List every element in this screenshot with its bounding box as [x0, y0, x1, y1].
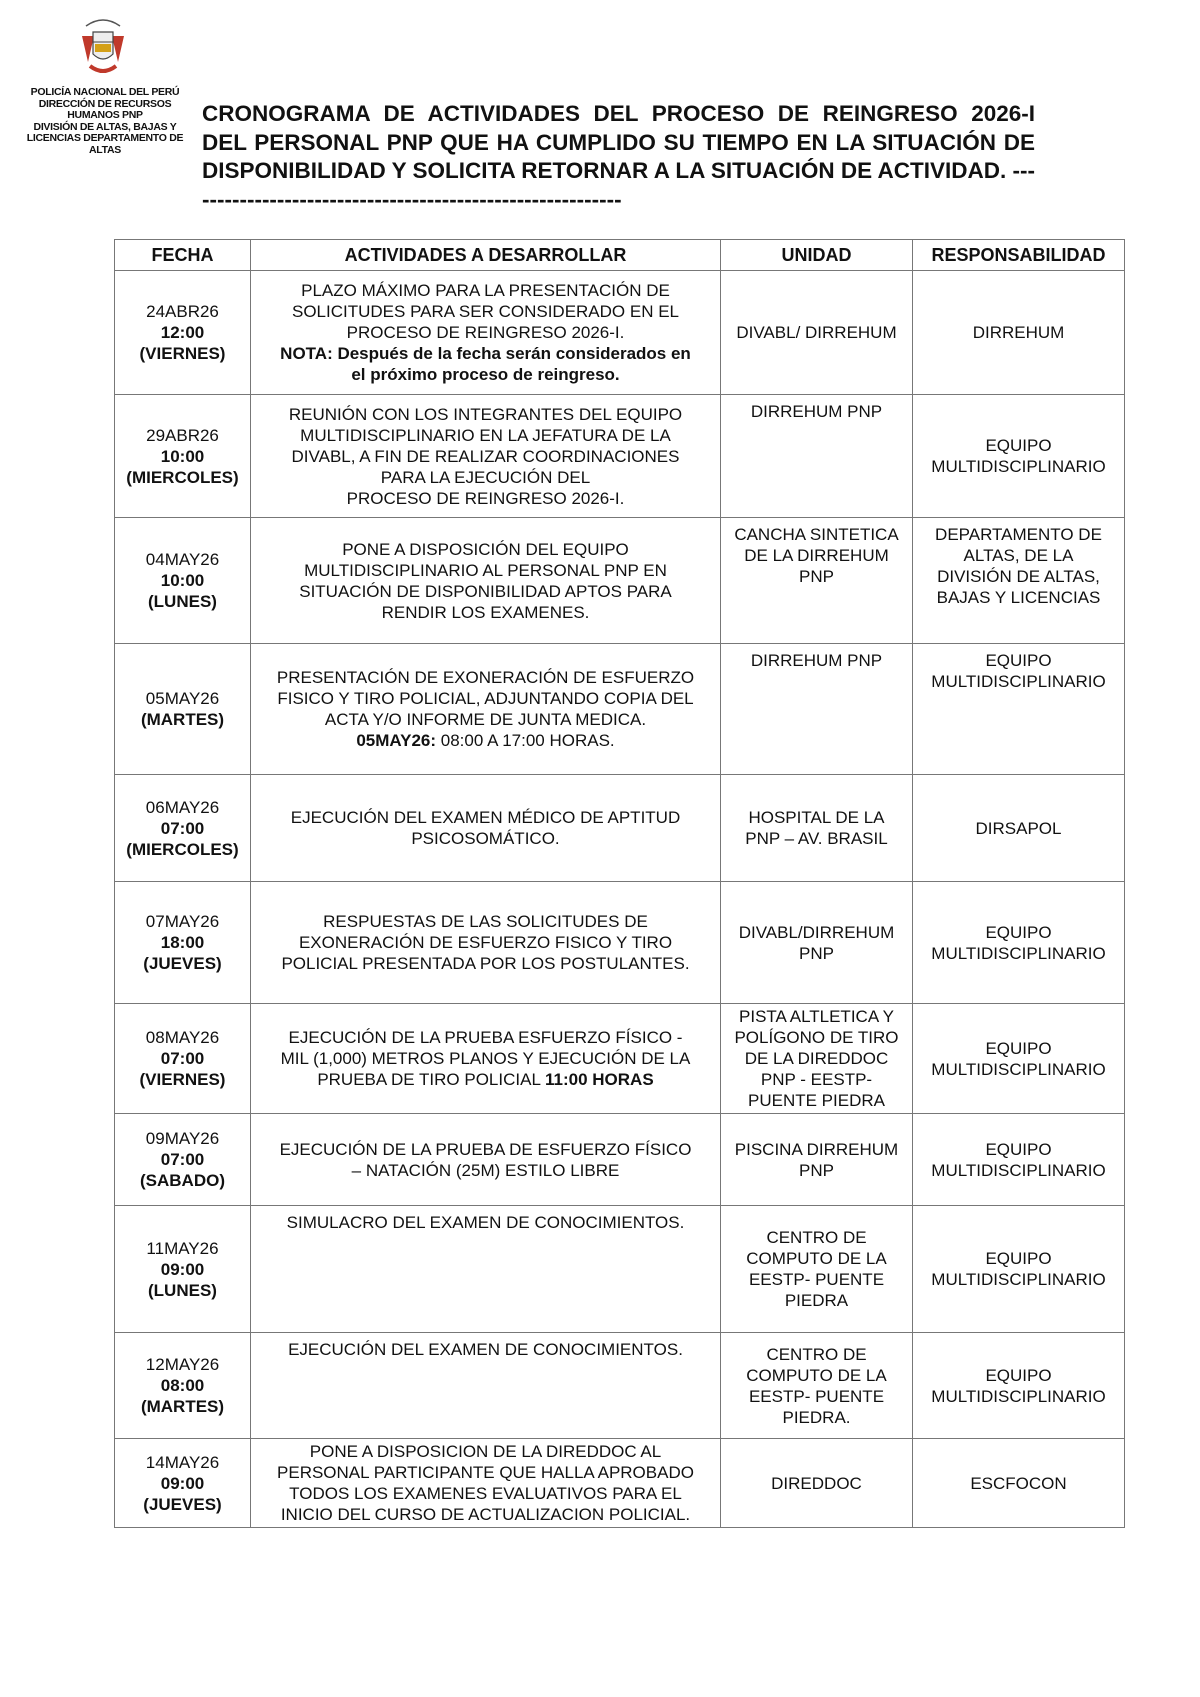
fecha-cell: [115, 271, 251, 395]
fecha-line: 12MAY26: [145, 1355, 220, 1374]
org-line: HUMANOS PNP: [67, 109, 143, 121]
fecha-line: 07MAY26: [145, 912, 220, 931]
actividad-line: [255, 953, 716, 974]
unidad-cell: [721, 882, 913, 1004]
fecha-cell: [115, 1333, 251, 1439]
text-segment: PRUEBA DE TIRO POLICIAL: [317, 1070, 545, 1089]
text-segment: NOTA: Después de la fecha serán considerados en: [280, 344, 691, 363]
text-segment: el próximo proceso de reingreso.: [351, 365, 620, 384]
text-segment: REUNIÓN CON LOS INTEGRANTES DEL EQUIPO: [288, 404, 683, 424]
column-header-actividades: ACTIVIDADES A DESARROLLAR: [251, 240, 721, 271]
unidad-line: DE LA DIRREHUM: [744, 546, 889, 565]
fecha-line: (JUEVES): [143, 1494, 222, 1514]
fecha-line: 10:00: [160, 571, 205, 590]
table-row: [115, 1439, 1125, 1528]
responsabilidad-line: DIRREHUM: [972, 323, 1065, 342]
responsabilidad-line: EQUIPO: [985, 1139, 1052, 1159]
fecha-line: 06MAY26: [145, 797, 220, 817]
responsabilidad-line: DIVISIÓN DE ALTAS,: [937, 567, 1100, 586]
fecha-cell: [115, 395, 251, 518]
fecha-line: (LUNES): [148, 1280, 217, 1300]
actividad-cell: [251, 518, 721, 644]
actividad-line: [255, 1504, 716, 1525]
text-segment: 08:00 A 17:00 HORAS.: [436, 731, 615, 750]
actividad-line: [255, 1069, 716, 1090]
actividad-line: [255, 1160, 716, 1181]
actividad-line: [255, 602, 716, 623]
fecha-line: 09:00: [160, 1259, 205, 1279]
text-segment: SITUACIÓN DE DISPONIBILIDAD APTOS PARA: [299, 581, 672, 601]
table-row: [115, 775, 1125, 882]
responsabilidad-line: EQUIPO: [985, 1249, 1052, 1268]
fecha-line: 05MAY26: [145, 689, 220, 708]
peru-coat-of-arms-emblem: [78, 14, 128, 78]
text-segment: RENDIR LOS EXAMENES.: [381, 602, 590, 622]
unidad-line: HOSPITAL DE LA: [748, 808, 885, 827]
actividad-line: [255, 709, 716, 730]
actividad-cell: [251, 1333, 721, 1439]
text-segment: PROCESO DE REINGRESO 2026-I.: [346, 488, 625, 508]
unidad-line: PNP: [799, 1160, 834, 1180]
fecha-line: (MARTES): [140, 710, 225, 729]
fecha-line: 12:00: [160, 323, 205, 342]
unidad-line: PIEDRA: [784, 1291, 849, 1310]
schedule-table: [114, 239, 1125, 1528]
text-segment: PARA LA EJECUCIÓN DEL: [380, 467, 591, 487]
institution-name: [20, 87, 190, 156]
responsabilidad-line: MULTIDISCIPLINARIO: [931, 1270, 1106, 1289]
fecha-line: (JUEVES): [143, 954, 222, 973]
text-segment: INICIO DEL CURSO DE ACTUALIZACION POLICIAL.: [280, 1505, 691, 1524]
fecha-line: (LUNES): [148, 592, 217, 611]
responsabilidad-line: MULTIDISCIPLINARIO: [931, 672, 1106, 691]
text-segment: EJECUCIÓN DEL EXAMEN DE CONOCIMIENTOS.: [288, 1340, 683, 1359]
text-segment: PSICOSOMÁTICO.: [411, 829, 560, 848]
actividad-cell: [251, 1004, 721, 1114]
responsabilidad-cell: [913, 518, 1125, 644]
text-segment: RESPUESTAS DE LAS SOLICITUDES DE: [323, 912, 648, 931]
text-segment: DIVABL, A FIN DE REALIZAR COORDINACIONES: [291, 446, 680, 466]
actividad-line: [255, 425, 716, 446]
fecha-cell: [115, 1114, 251, 1206]
fecha-line: 18:00: [160, 933, 205, 952]
responsabilidad-cell: [913, 271, 1125, 395]
actividad-line: [255, 1483, 716, 1504]
actividad-line: [255, 1139, 716, 1160]
unidad-cell: [721, 395, 913, 518]
table-row: [115, 271, 1125, 395]
org-line: DIVISIÓN DE ALTAS, BAJAS Y: [33, 120, 177, 133]
fecha-cell: [115, 644, 251, 775]
fecha-line: 11MAY26: [146, 1238, 219, 1258]
responsabilidad-line: MULTIDISCIPLINARIO: [931, 943, 1106, 963]
fecha-line: 09:00: [160, 1473, 205, 1493]
text-segment: FISICO Y TIRO POLICIAL, ADJUNTANDO COPIA DEL: [277, 689, 694, 708]
unidad-line: DE LA DIREDDOC: [744, 1049, 889, 1068]
unidad-cell: [721, 518, 913, 644]
responsabilidad-line: EQUIPO: [985, 1365, 1052, 1385]
responsabilidad-line: EQUIPO: [985, 436, 1052, 455]
table-row: [115, 1206, 1125, 1333]
unidad-cell: [721, 1439, 913, 1528]
column-header-unidad: UNIDAD: [721, 240, 913, 271]
actividad-line: [255, 730, 716, 751]
text-segment: EXONERACIÓN DE ESFUERZO FISICO Y TIRO: [298, 933, 673, 952]
unidad-cell: [721, 1004, 913, 1114]
actividad-line: [255, 364, 716, 385]
fecha-line: 08MAY26: [145, 1028, 220, 1047]
actividad-line: [255, 343, 716, 364]
actividad-cell: [251, 271, 721, 395]
actividad-line: [255, 467, 716, 488]
unidad-line: CANCHA SINTETICA: [734, 525, 899, 544]
actividad-line: [255, 446, 716, 467]
responsabilidad-line: BAJAS Y LICENCIAS: [936, 588, 1101, 607]
responsabilidad-line: MULTIDISCIPLINARIO: [931, 457, 1106, 476]
fecha-cell: [115, 1206, 251, 1333]
responsabilidad-line: EQUIPO: [985, 922, 1052, 942]
fecha-line: 09MAY26: [145, 1129, 220, 1148]
responsabilidad-line: ALTAS, DE LA: [963, 546, 1074, 565]
fecha-cell: [115, 518, 251, 644]
actividad-line: [255, 688, 716, 709]
responsabilidad-line: ESCFOCON: [970, 1473, 1067, 1493]
org-line: DIRECCIÓN DE RECURSOS: [38, 97, 172, 110]
fecha-line: (VIERNES): [139, 344, 226, 363]
column-header-responsabilidad: RESPONSABILIDAD: [913, 240, 1125, 271]
actividad-line: [255, 1212, 716, 1233]
text-segment: EJECUCIÓN DE LA PRUEBA DE ESFUERZO FÍSICO: [279, 1139, 692, 1159]
fecha-line: (VIERNES): [139, 1070, 226, 1089]
actividad-line: [255, 488, 716, 509]
fecha-cell: [115, 882, 251, 1004]
text-segment: EJECUCIÓN DE LA PRUEBA ESFUERZO FÍSICO -: [288, 1028, 683, 1047]
unidad-line: DIREDDOC: [771, 1473, 862, 1493]
table-row: [115, 644, 1125, 775]
actividad-line: [255, 932, 716, 953]
unidad-line: PISTA ALTLETICA Y: [739, 1007, 894, 1026]
text-segment: SIMULACRO DEL EXAMEN DE CONOCIMIENTOS.: [286, 1213, 685, 1232]
document-title: CRONOGRAMA DE ACTIVIDADES DEL PROCESO DE REINGRESO 2026-I DEL PERSONAL PNP QUE HA CUMPLIDO SU TIEMPO EN LA SITUACIÓN DE DISPONIBILIDAD Y SOLICITA RETORNAR A LA SITUACIÓN DE ACTIVIDAD. -----------------------------------------------------------: [202, 101, 1035, 212]
responsabilidad-cell: [913, 644, 1125, 775]
table-row: [115, 882, 1125, 1004]
fecha-line: 04MAY26: [145, 550, 220, 569]
actividad-line: [255, 828, 716, 849]
responsabilidad-line: DEPARTAMENTO DE: [935, 525, 1102, 544]
actividad-line: [255, 807, 716, 828]
fecha-line: 07:00: [160, 818, 205, 838]
fecha-line: 24ABR26: [146, 302, 219, 321]
responsabilidad-cell: [913, 395, 1125, 518]
fecha-cell: [115, 1439, 251, 1528]
fecha-line: 10:00: [160, 446, 205, 466]
actividad-line: [255, 404, 716, 425]
fecha-line: (SABADO): [140, 1171, 225, 1190]
fecha-line: (MARTES): [140, 1397, 225, 1416]
actividad-cell: [251, 1206, 721, 1333]
fecha-line: (MIERCOLES): [126, 467, 239, 487]
actividad-cell: [251, 1439, 721, 1528]
text-segment: TODOS LOS EXAMENES EVALUATIVOS PARA EL: [289, 1484, 682, 1503]
unidad-cell: [721, 1114, 913, 1206]
responsabilidad-cell: [913, 775, 1125, 882]
responsabilidad-line: MULTIDISCIPLINARIO: [931, 1386, 1106, 1406]
unidad-line: EESTP- PUENTE: [748, 1386, 885, 1406]
unidad-line: DIRREHUM PNP: [750, 402, 883, 421]
unidad-line: PNP: [799, 943, 834, 963]
text-segment: 11:00 HORAS: [545, 1070, 654, 1089]
responsabilidad-line: EQUIPO: [985, 651, 1052, 670]
fecha-line: 08:00: [160, 1376, 205, 1395]
unidad-line: CENTRO DE: [766, 1344, 867, 1364]
actividad-cell: [251, 775, 721, 882]
fecha-line: 07:00: [160, 1049, 205, 1068]
responsabilidad-line: EQUIPO: [985, 1038, 1052, 1058]
text-segment: PERSONAL PARTICIPANTE QUE HALLA APROBADO: [277, 1463, 694, 1482]
unidad-cell: [721, 775, 913, 882]
responsabilidad-cell: [913, 882, 1125, 1004]
fecha-line: (MIERCOLES): [126, 839, 239, 859]
actividad-line: [255, 1462, 716, 1483]
table-row: [115, 518, 1125, 644]
actividad-cell: [251, 395, 721, 518]
unidad-line: PNP – AV. BRASIL: [745, 829, 888, 848]
actividad-cell: [251, 644, 721, 775]
text-segment: – NATACIÓN (25M) ESTILO LIBRE: [351, 1160, 620, 1180]
actividad-cell: [251, 1114, 721, 1206]
unidad-line: COMPUTO DE LA: [746, 1365, 887, 1385]
unidad-line: CENTRO DE: [766, 1228, 867, 1247]
actividad-line: [255, 1027, 716, 1048]
responsabilidad-cell: [913, 1439, 1125, 1528]
actividad-line: [255, 301, 716, 322]
actividad-cell: [251, 882, 721, 1004]
unidad-cell: [721, 271, 913, 395]
responsabilidad-cell: [913, 1333, 1125, 1439]
unidad-cell: [721, 1206, 913, 1333]
actividad-line: [255, 280, 716, 301]
text-segment: POLICIAL PRESENTADA POR LOS POSTULANTES.: [281, 954, 690, 973]
text-segment: SOLICITUDES PARA SER CONSIDERADO EN EL: [292, 302, 679, 321]
text-segment: PONE A DISPOSICION DE LA DIREDDOC AL: [309, 1442, 662, 1461]
unidad-line: PNP: [799, 567, 834, 586]
text-segment: PRESENTACIÓN DE EXONERACIÓN DE ESFUERZO: [276, 668, 695, 687]
org-line: POLICÍA NACIONAL DEL PERÚ: [30, 86, 180, 98]
table-header-row: [115, 240, 1125, 271]
text-segment: PLAZO MÁXIMO PARA LA PRESENTACIÓN DE: [301, 281, 670, 300]
table-row: [115, 1004, 1125, 1114]
fecha-cell: [115, 775, 251, 882]
text-segment: EJECUCIÓN DEL EXAMEN MÉDICO DE APTITUD: [290, 808, 681, 827]
text-segment: ACTA Y/O INFORME DE JUNTA MEDICA.: [324, 710, 647, 729]
column-header-fecha: FECHA: [115, 240, 251, 271]
actividad-line: [255, 1339, 716, 1360]
actividad-line: [255, 1441, 716, 1462]
org-line: ALTAS: [89, 143, 121, 156]
responsabilidad-line: MULTIDISCIPLINARIO: [931, 1160, 1106, 1180]
text-segment: MULTIDISCIPLINARIO AL PERSONAL PNP EN: [304, 560, 667, 580]
unidad-line: PNP - EESTP-: [760, 1070, 873, 1089]
unidad-line: PUENTE PIEDRA: [748, 1091, 885, 1110]
unidad-line: COMPUTO DE LA: [746, 1249, 887, 1268]
actividad-line: [255, 667, 716, 688]
unidad-line: DIRREHUM PNP: [750, 651, 883, 670]
table-row: [115, 1114, 1125, 1206]
responsabilidad-cell: [913, 1114, 1125, 1206]
fecha-line: 14MAY26: [145, 1452, 220, 1472]
table-row: [115, 1333, 1125, 1439]
org-line: LICENCIAS DEPARTAMENTO DE: [26, 132, 184, 144]
actividad-line: [255, 1048, 716, 1069]
responsabilidad-line: MULTIDISCIPLINARIO: [931, 1059, 1106, 1079]
actividad-line: [255, 560, 716, 581]
responsabilidad-line: DIRSAPOL: [975, 818, 1062, 838]
responsabilidad-cell: [913, 1206, 1125, 1333]
text-segment: MIL (1,000) METROS PLANOS Y EJECUCIÓN DE LA: [280, 1049, 691, 1068]
text-segment: 05MAY26:: [356, 731, 437, 750]
actividad-line: [255, 322, 716, 343]
unidad-line: PIEDRA.: [782, 1407, 851, 1427]
fecha-line: 07:00: [160, 1150, 205, 1169]
actividad-line: [255, 539, 716, 560]
unidad-line: DIVABL/ DIRREHUM: [736, 323, 897, 342]
fecha-line: 29ABR26: [146, 425, 219, 445]
table-row: [115, 395, 1125, 518]
responsabilidad-cell: [913, 1004, 1125, 1114]
text-segment: PROCESO DE REINGRESO 2026-I.: [346, 323, 625, 342]
unidad-cell: [721, 1333, 913, 1439]
fecha-cell: [115, 1004, 251, 1114]
unidad-cell: [721, 644, 913, 775]
text-segment: PONE A DISPOSICIÓN DEL EQUIPO: [342, 539, 629, 559]
text-segment: MULTIDISCIPLINARIO EN LA JEFATURA DE LA: [300, 425, 671, 445]
unidad-line: PISCINA DIRREHUM: [734, 1139, 899, 1159]
actividad-line: [255, 581, 716, 602]
unidad-line: DIVABL/DIRREHUM: [738, 922, 895, 942]
actividad-line: [255, 911, 716, 932]
unidad-line: POLÍGONO DE TIRO: [734, 1028, 899, 1047]
unidad-line: EESTP- PUENTE: [748, 1270, 885, 1289]
